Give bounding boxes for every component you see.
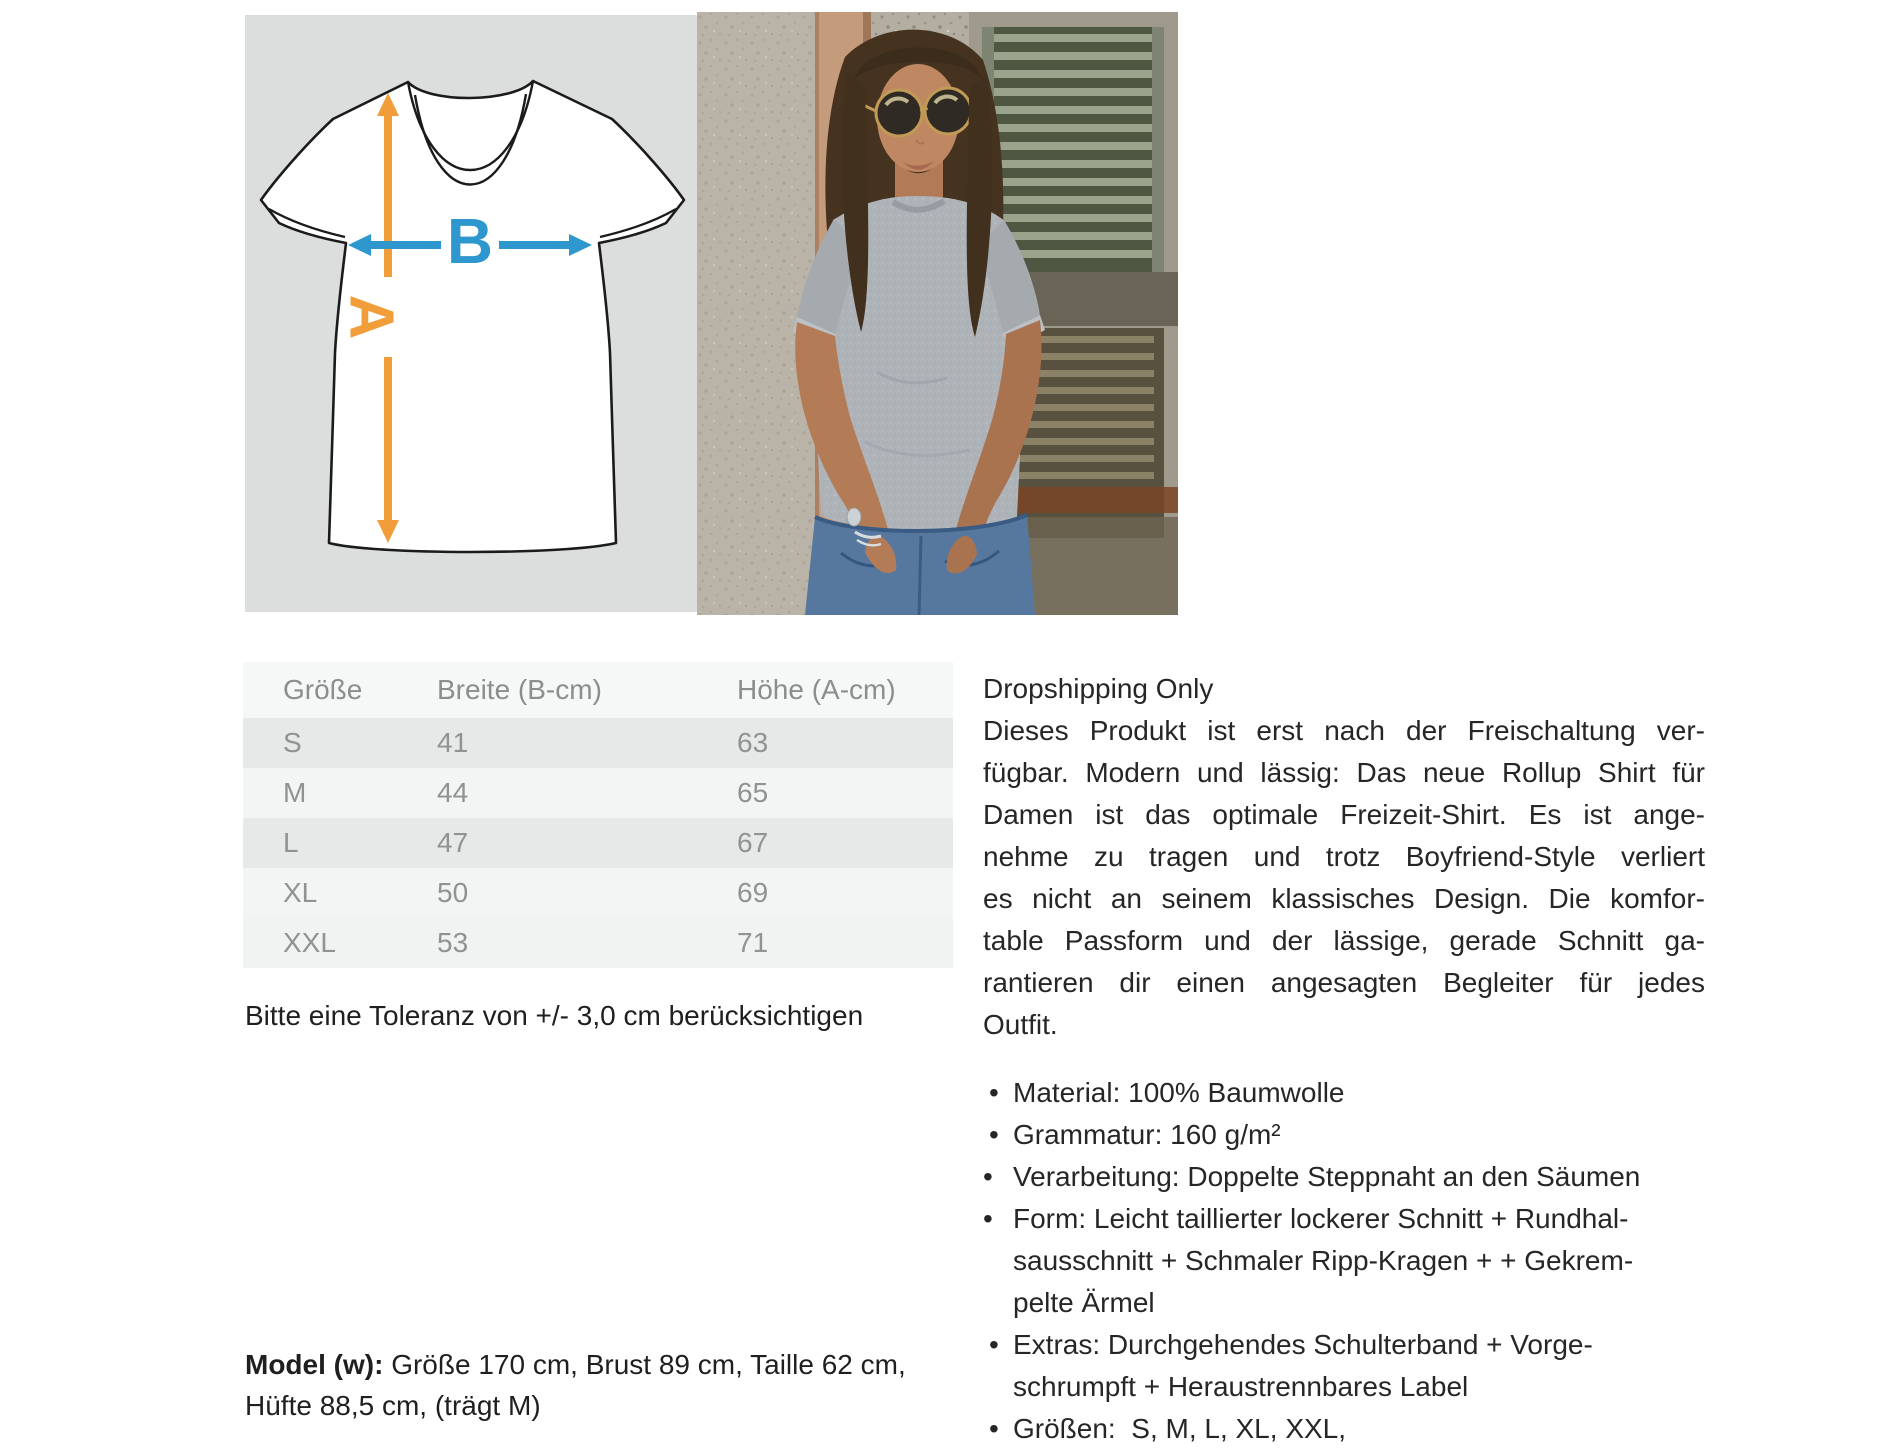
product-description [983,668,1705,1450]
cell-width: 50 [437,877,469,908]
table-row [243,818,953,868]
cell-height: 67 [737,827,769,858]
cell-size: S [283,727,302,758]
description-line: fügbar. Modern und lässig: Das neue Rollup Shirt für [983,757,1705,788]
measure-label-a: A [336,294,406,340]
table-row [243,918,953,968]
model-measurements-line2: Hüfte 88,5 cm, (trägt M) [245,1390,541,1421]
tshirt-measure-illustration [245,15,700,612]
bullet-icon: • [989,1413,999,1444]
feature-item-continuation: pelte Ärmel [1013,1287,1155,1318]
description-line: Dieses Produkt ist erst nach der Freischaltung ver- [983,715,1705,746]
description-line: nehme zu tragen und trotz Boyfriend-Style verliert [983,841,1705,872]
cell-height: 65 [737,777,769,808]
description-line: Damen ist das optimale Freizeit-Shirt. Es ist ange- [983,799,1705,830]
feature-item: • Verarbeitung: Doppelte Steppnaht an den Säumen [983,1156,1705,1198]
jeans [805,515,1035,615]
cell-height: 63 [737,727,769,758]
model-measurements-line1 [245,1344,1035,1385]
product-photo [697,12,1178,615]
bullet-icon: • [989,1329,999,1360]
cell-height: 69 [737,877,769,908]
col-header-height: Höhe (A-cm) [737,674,896,705]
table-row [243,868,953,918]
feature-item: • Extras: Durchgehendes Schulterband + Vorge- [983,1324,1705,1366]
cell-width: 47 [437,827,469,858]
model-measurements [245,1344,1035,1426]
cell-width: 44 [437,777,469,808]
feature-item: • Grammatur: 160 g/m² [983,1114,1705,1156]
size-table [243,662,953,968]
col-header-width: Breite (B-cm) [437,674,602,705]
feature-item-continuation: schrumpft + Heraustrennbares Label [1013,1371,1469,1402]
feature-item: • Material: 100% Baumwolle [983,1072,1705,1114]
size-diagram [245,15,700,612]
size-table-header [243,662,953,718]
table-row [243,768,953,818]
bullet-icon: • [989,1077,999,1108]
cell-size: XXL [283,927,336,958]
tshirt-outline [261,81,684,552]
model-values: Größe 170 cm, Brust 89 cm, Taille 62 cm, [383,1349,906,1380]
cell-size: XL [283,877,318,908]
tolerance-note: Bitte eine Toleranz von +/- 3,0 cm berücksichtigen [245,1000,864,1031]
cell-height: 71 [737,927,769,958]
cell-width: 41 [437,727,469,758]
description-line: es nicht an seinem klassisches Design. Die komfor- [983,883,1705,914]
feature-item: • Form: Leicht taillierter lockerer Schnitt + Rundhal- [983,1198,1705,1240]
description-line: Outfit. [983,1009,1058,1040]
bullet-icon: • [983,1203,993,1234]
feature-item-continuation: sausschnitt + Schmaler Ripp-Kragen + + Gekrem- [1013,1245,1634,1276]
bullet-icon: • [989,1119,999,1150]
description-line: rantieren dir einen angesagten Begleiter für jedes [983,967,1705,998]
model-label: Model (w): [245,1349,384,1380]
cell-size: L [283,827,299,858]
cell-size: M [283,777,307,808]
feature-list [983,1072,1705,1450]
cell-width: 53 [437,927,469,958]
description-line: table Passform und der lässige, gerade Schnitt ga- [983,925,1705,956]
table-row [243,718,953,768]
measure-label-b: B [446,205,494,277]
description-title: Dropshipping Only [983,673,1214,704]
feature-item: • Größen: S, M, L, XL, XXL, [983,1408,1705,1450]
bullet-icon: • [983,1161,993,1192]
col-header-size: Größe [283,674,363,705]
